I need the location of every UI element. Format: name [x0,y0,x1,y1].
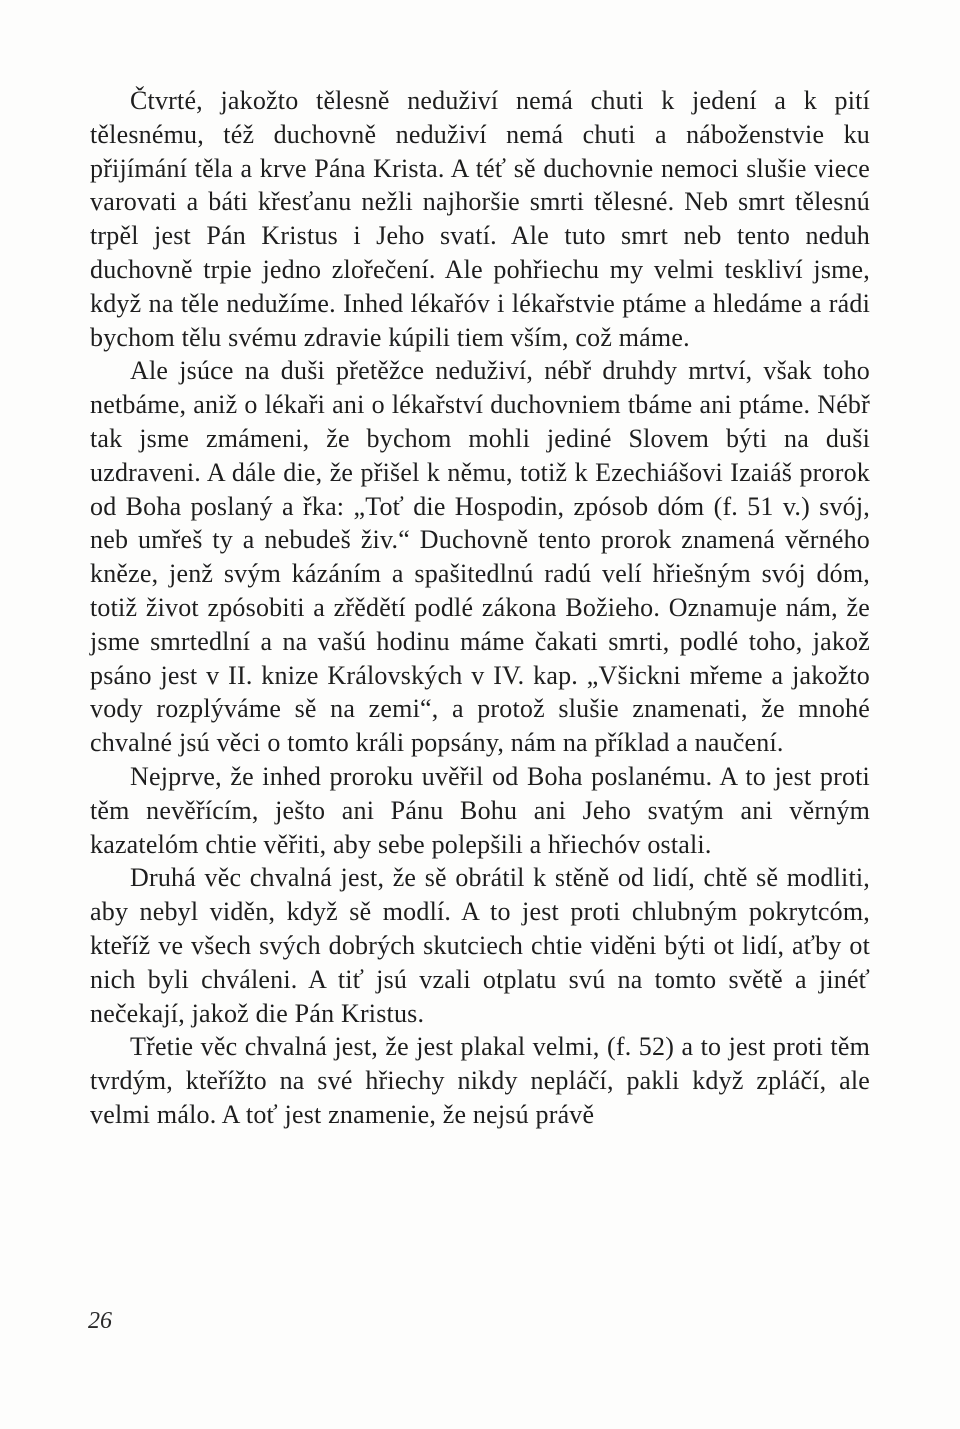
paragraph-5: Třetie věc chvalná jest, že jest plakal velmi, (f. 52) a to jest proti těm tvrdým, kteřížto na své hřiechy nikdy nepláčí, pakli když zpláčí, ale velmi málo. A toť jest znamenie, že nejsú právě [90,1032,870,1129]
paragraph-1: Čtvrté, jakožto tělesně neduživí nemá chuti k jedení a k pití tělesnému, též duchovně neduživí nemá chuti a náboženstvie ku přijímání těla a krve Pána Krista. A téť sě duchovnie nemoci slušie viece varovati a báti křesťanu nežli najhoršie smrti tělesné. Neb smrt tělesnú trpěl jest Pán Kristus i Jeho svatí. Ale tuto smrt neb tento neduh duchovně trpie jedno zlořečení. Ale pohřiechu my velmi teskliví jsme, když na těle nedužíme. Inhed lékařóv i lékařstvie ptáme a hledáme a rádi bychom tělu svému zdravie kúpili tiem vším, což máme. [90,86,870,352]
body-text [90,84,870,1132]
page-number: 26 [88,1308,112,1334]
paragraph-3: Nejprve, že inhed proroku uvěřil od Boha poslanému. A to jest proti těm nevěřícím, ješto ani Pánu Bohu ani Jeho svatým ani věrným kazatelóm chtie věřiti, aby sebe polepšili a hřiechóv ostali. [90,761,870,859]
paragraph-2: Ale jsúce na duši přetěžce neduživí, nébř druhdy mrtví, však toho netbáme, aniž o lékaři ani o lékařství duchovniem tbáme ani ptáme. Nébř tak jsme zmámeni, že bychom mohli jediné Slovem býti na duši uzdraveni. A dále die, že přišel k němu, totiž k Ezechiášovi Izaiáš prorok od Boha poslaný a řka: „Toť die Hospodin, zpósob dóm (f. 51 v.) svój, neb umřeš ty a nebudeš živ.“ Duchovně tento prorok znamená věrného kněze, jenž svým kázáním a spašitedlnú radú velí hřiešným svój dóm, totiž život zpósobiti a zřědětí podlé zákona Božieho. Oznamuje nám, že jsme smrtedlní a na vašú hodinu máme čakati smrti, podlé toho, jakož psáno jest v II. knize Královských v IV. kap. „Všickni mřeme a jakožto vody rozplýváme sě na zemi“, a protož slušie znamenati, že mnohé chvalné jsú věci o tomto králi popsány, nám na příklad a naučení. [90,356,870,758]
paragraph-4: Druhá věc chvalná jest, že sě obrátil k stěně od lidí, chtě sě modliti, aby nebyl viděn, když sě modlí. A to jest proti chlubným pokrytcóm, kteříž ve všech svých dobrých skutciech chtie viděni býti ot lidí, aťby ot nich byli chváleni. A tiť jsú vzali otplatu svú na tomto světě a jinéť nečekají, jakož die Pán Kristus. [90,863,870,1028]
